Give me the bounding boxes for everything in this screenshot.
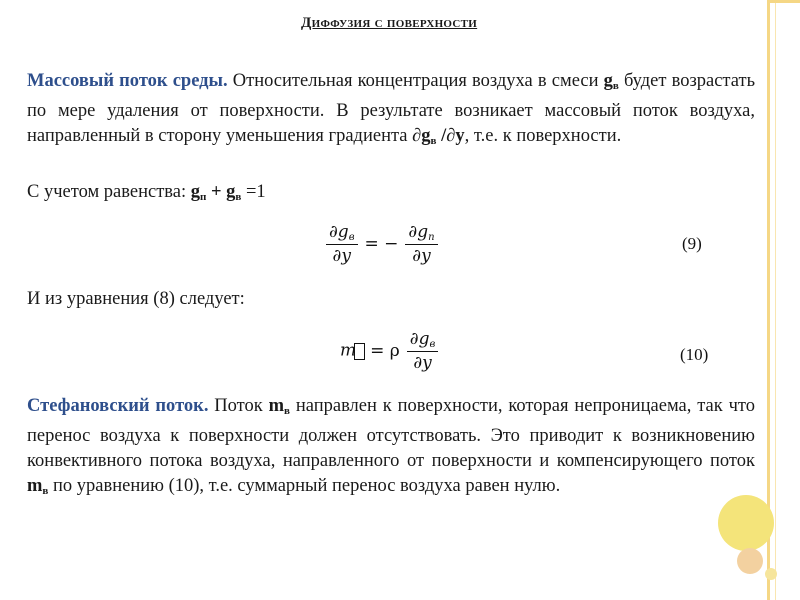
symbol-g: g — [190, 182, 201, 202]
text: Поток — [208, 396, 269, 416]
equation-9 — [323, 222, 441, 266]
denominator: ∂y — [412, 246, 431, 266]
text: будет возрастать по мере удаления от поверхности. В результате возникает массовый поток воздуха, направленный в сторону уменьшения градиента — [27, 71, 756, 146]
subscript: в — [42, 485, 49, 497]
subscript: в — [430, 135, 437, 147]
subscript: в — [284, 405, 290, 417]
text: С учетом равенства: — [27, 182, 191, 202]
lead-mass-flow: Массовый поток среды. — [27, 71, 228, 91]
text: по уравнению (10), т.е. суммарный перенос воздуха равен нулю. — [48, 476, 561, 496]
fraction — [326, 222, 358, 266]
paragraph-stefan-flow — [27, 394, 755, 504]
missing-glyph-icon — [354, 343, 365, 360]
equation-10 — [340, 329, 441, 373]
symbol-m: m — [27, 476, 43, 496]
subscript: п — [200, 191, 207, 203]
decorative-circle-medium — [737, 548, 763, 574]
equation-number-9: (9) — [682, 234, 702, 253]
numerator: ∂g — [408, 222, 429, 242]
text: Относительная концентрация воздуха в смеси — [227, 71, 604, 91]
numerator: ∂g — [409, 329, 430, 349]
slide-title: Диффузия с поверхности — [301, 15, 478, 31]
gradient-symbol: ∂g — [412, 126, 431, 146]
paragraph-equality — [27, 180, 755, 210]
subscript: в — [348, 232, 355, 243]
operator: = ρ — [370, 341, 400, 361]
subscript: в — [429, 339, 436, 350]
operator: = − — [364, 234, 399, 254]
denominator: ∂y — [332, 246, 351, 266]
equation-number-10: (10) — [680, 345, 709, 364]
decorative-circle-small — [765, 568, 777, 580]
symbol-g: g — [603, 71, 613, 91]
symbol-g: g — [226, 182, 236, 202]
text: направлен к поверхности, которая непроницаема, так что перенос воздуха к поверхности должен отсутствовать. Это приводит к возникновению конвективного потока воздуха, направленного от поверхности и компенсирующего поток — [27, 396, 756, 471]
frame-line-thin — [775, 0, 776, 600]
subscript: п — [428, 232, 435, 243]
subscript: в — [235, 191, 242, 203]
plus-sign: + — [206, 182, 227, 202]
denominator: ∂y — [413, 353, 432, 373]
paragraph-from-equation-8: И из уравнения (8) следует: — [27, 289, 245, 309]
symbol-m: m — [268, 396, 285, 416]
lhs-symbol: m — [340, 340, 357, 361]
numerator: ∂g — [329, 222, 349, 242]
subscript: в — [612, 80, 619, 92]
text: , т.е. к поверхности. — [464, 126, 622, 146]
fraction — [407, 329, 439, 373]
gradient-denominator: /∂y — [436, 126, 465, 146]
fraction — [405, 222, 437, 266]
text: =1 — [241, 182, 266, 202]
paragraph-mass-flow — [27, 69, 755, 154]
lead-stefan-flow: Стефановский поток. — [27, 396, 209, 416]
frame-top-line — [770, 0, 800, 3]
